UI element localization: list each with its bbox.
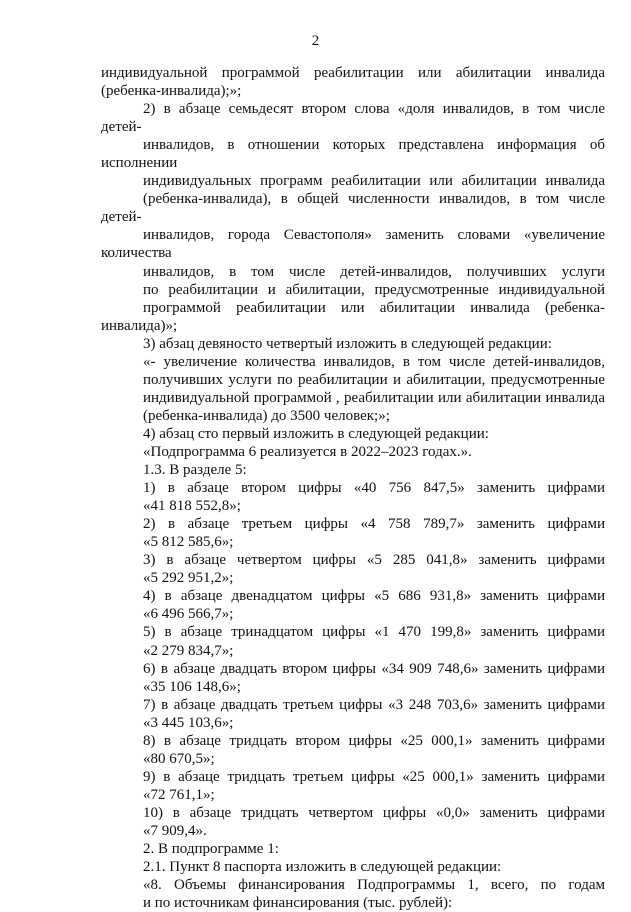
paragraph [101, 100, 605, 335]
paragraph [101, 696, 605, 732]
text-line: 4) в абзаце двенадцатом цифры «5 686 931,8» заменить цифрами [143, 588, 605, 605]
paragraph [101, 732, 605, 768]
text-line: (ребенка-инвалида) до 3500 человек;»; [143, 407, 390, 424]
paragraph [101, 840, 605, 858]
text-line: индивидуальной программой , реабилитации или абилитации инвалида [143, 389, 605, 406]
text-line: 2.1. Пункт 8 паспорта изложить в следующей редакции: [143, 859, 502, 876]
text-line: «- увеличение количества инвалидов, в том числе детей-инвалидов, [143, 353, 605, 370]
text-line: 3) в абзаце четвертом цифры «5 285 041,8» заменить цифрами [143, 552, 605, 569]
text-line: инвалидов, в том числе детей-инвалидов, получивших услуги [143, 263, 605, 280]
text-line: 3) абзац девяносто четвертый изложить в следующей редакции: [143, 335, 552, 352]
text-line: 4) абзац сто первый изложить в следующей редакции: [143, 425, 489, 442]
text-line: инвалидов, в отношении которых представлена информация об исполнении [101, 137, 605, 172]
paragraph [101, 876, 605, 912]
paragraph [101, 804, 605, 840]
text-line: 7) в абзаце двадцать третьем цифры «3 248 703,6» заменить цифрами [143, 696, 605, 713]
text-line: и по источникам финансирования (тыс. рублей): [143, 895, 453, 912]
text-line: индивидуальной программой реабилитации или абилитации инвалида [101, 65, 605, 81]
paragraph [101, 858, 605, 876]
paragraph [101, 768, 605, 804]
text-line: «Подпрограмма 6 реализуется в 2022–2023 годах.». [143, 443, 472, 460]
page-number: 2 [311, 33, 320, 49]
text-line: 1) в абзаце втором цифры «40 756 847,5» заменить цифрами [143, 480, 605, 497]
text-line: «2 279 834,7»; [143, 642, 234, 659]
paragraph [101, 551, 605, 587]
paragraph [101, 515, 605, 551]
text-line: (ребенка-инвалида), в общей численности инвалидов, в том числе детей- [101, 191, 605, 226]
text-line: «80 670,5»; [143, 750, 215, 767]
text-line: инвалидов, города Севастополя» заменить словами «увеличение количества [101, 227, 605, 262]
paragraph [101, 623, 605, 659]
text-line: (ребенка-инвалида);»; [101, 83, 242, 100]
paragraph [101, 425, 605, 443]
text-line: получивших услуги по реабилитации и абилитации, предусмотренные [143, 371, 605, 388]
paragraph [101, 64, 605, 100]
paragraph [101, 335, 605, 353]
text-line: «6 496 566,7»; [143, 606, 234, 623]
text-line: «3 445 103,6»; [143, 714, 234, 731]
text-line: программой реабилитации или абилитации инвалида (ребенка-инвалида)»; [101, 299, 605, 334]
text-line: по реабилитации и абилитации, предусмотренные индивидуальной [143, 281, 605, 298]
text-line: 1.3. В разделе 5: [143, 462, 247, 479]
document-body [101, 64, 605, 912]
text-line: 10) в абзаце тридцать четвертом цифры «0,0» заменить цифрами [143, 804, 605, 821]
text-line: «7 909,4». [143, 822, 207, 839]
text-line: 8) в абзаце тридцать втором цифры «25 000,1» заменить цифрами [143, 732, 605, 749]
text-line: «35 106 148,6»; [143, 678, 241, 695]
paragraph [101, 479, 605, 515]
paragraph [101, 461, 605, 479]
text-line: 6) в абзаце двадцать втором цифры «34 909 748,6» заменить цифрами [143, 660, 605, 677]
text-line: «72 761,1»; [143, 786, 215, 803]
text-line: индивидуальных программ реабилитации или абилитации инвалида [143, 173, 605, 190]
text-line: 9) в абзаце тридцать третьем цифры «25 000,1» заменить цифрами [143, 768, 605, 785]
text-line: «5 812 585,6»; [143, 534, 234, 551]
paragraph [101, 443, 605, 461]
text-line: 5) в абзаце тринадцатом цифры «1 470 199,8» заменить цифрами [143, 624, 605, 641]
text-line: 2) в абзаце семьдесят втором слова «доля инвалидов, в том числе детей- [101, 101, 605, 136]
text-line: 2. В подпрограмме 1: [143, 841, 279, 858]
text-line: «41 818 552,8»; [143, 498, 241, 515]
paragraph [101, 660, 605, 696]
text-line: 2) в абзаце третьем цифры «4 758 789,7» заменить цифрами [143, 516, 605, 533]
text-line: «8. Объемы финансирования Подпрограммы 1, всего, по годам [143, 877, 605, 894]
text-line: «5 292 951,2»; [143, 570, 234, 587]
paragraph [101, 587, 605, 623]
paragraph [101, 353, 605, 425]
